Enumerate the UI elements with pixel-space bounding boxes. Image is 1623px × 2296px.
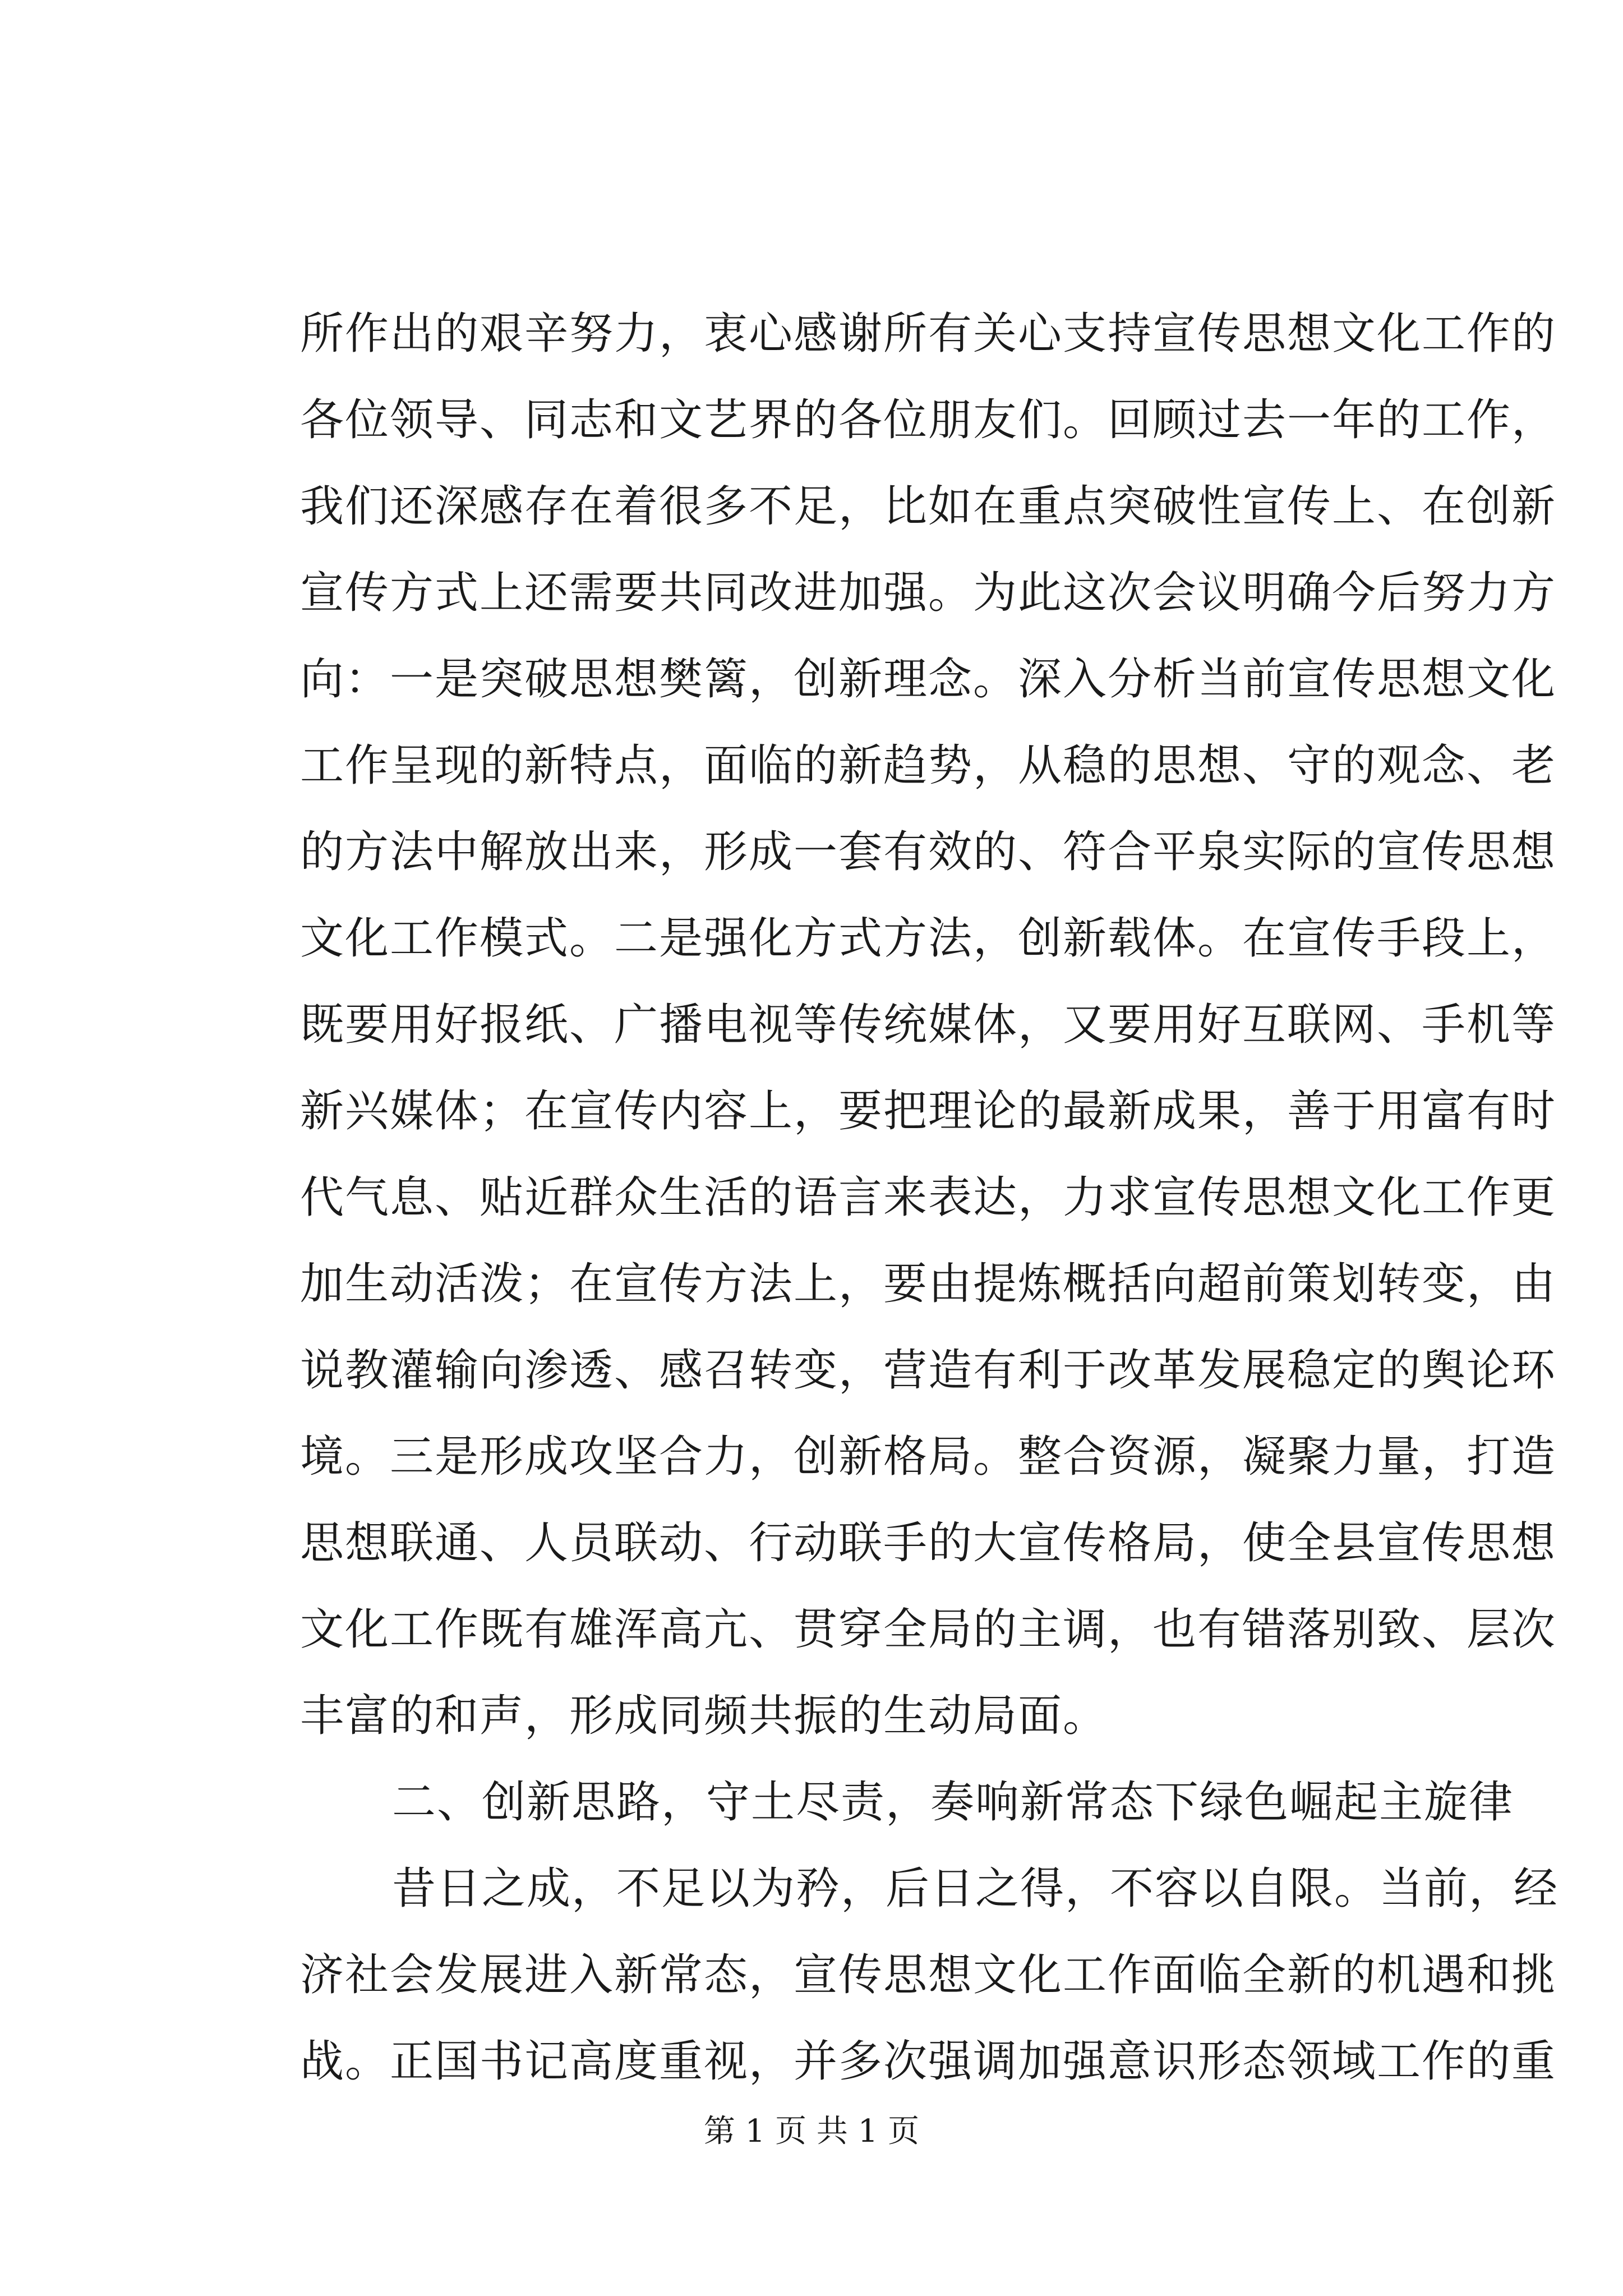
text-line: 思想联通、人员联动、行动联手的大宣传格局，使全县宣传思想 [300, 1518, 1557, 1568]
text-line: 各位领导、同志和文艺界的各位朋友们。回顾过去一年的工作， [300, 395, 1557, 445]
document-body [300, 291, 1559, 2105]
text-line: 说教灌输向渗透、感召转变，营造有利于改革发展稳定的舆论环 [300, 1345, 1557, 1396]
text-line: 我们还深感存在着很多不足，比如在重点突破性宣传上、在创新 [300, 481, 1557, 532]
text-line: 文化工作既有雄浑高亢、贯穿全局的主调，也有错落别致、层次 [300, 1604, 1557, 1655]
page-footer: 第 1 页 共 1 页 [703, 2113, 920, 2150]
text-line: 境。三是形成攻坚合力，创新格局。整合资源，凝聚力量，打造 [300, 1432, 1557, 1482]
paragraph-first-line: 昔日之成，不足以为矜，后日之得，不容以自限。当前，经 [392, 1864, 1559, 1914]
text-line: 宣传方式上还需要共同改进加强。为此这次会议明确今后努力方 [300, 568, 1557, 618]
text-line: 加生动活泼；在宣传方法上，要由提炼概括向超前策划转变，由 [300, 1259, 1557, 1309]
text-line: 代气息、贴近群众生活的语言来表达，力求宣传思想文化工作更 [300, 1172, 1557, 1223]
text-line: 所作出的艰辛努力，衷心感谢所有关心支持宣传思想文化工作的 [300, 309, 1557, 359]
text-line: 向：一是突破思想樊篱，创新理念。深入分析当前宣传思想文化 [300, 654, 1557, 705]
text-line: 济社会发展进入新常态，宣传思想文化工作面临全新的机遇和挑 [300, 1950, 1557, 2000]
text-line: 工作呈现的新特点，面临的新趋势，从稳的思想、守的观念、老 [300, 740, 1557, 791]
text-line: 丰富的和声，形成同频共振的生动局面。 [300, 1691, 1108, 1741]
text-line: 新兴媒体；在宣传内容上，要把理论的最新成果，善于用富有时 [300, 1086, 1557, 1137]
text-line: 文化工作模式。二是强化方式方法，创新载体。在宣传手段上， [300, 913, 1557, 964]
text-line: 既要用好报纸、广播电视等传统媒体，又要用好互联网、手机等 [300, 1000, 1557, 1050]
section-heading: 二、创新思路，守土尽责，奏响新常态下绿色崛起主旋律 [392, 1777, 1514, 1828]
text-line: 的方法中解放出来，形成一套有效的、符合平泉实际的宣传思想 [300, 827, 1557, 877]
text-line: 战。正国书记高度重视，并多次强调加强意识形态领域工作的重 [300, 2036, 1557, 2087]
